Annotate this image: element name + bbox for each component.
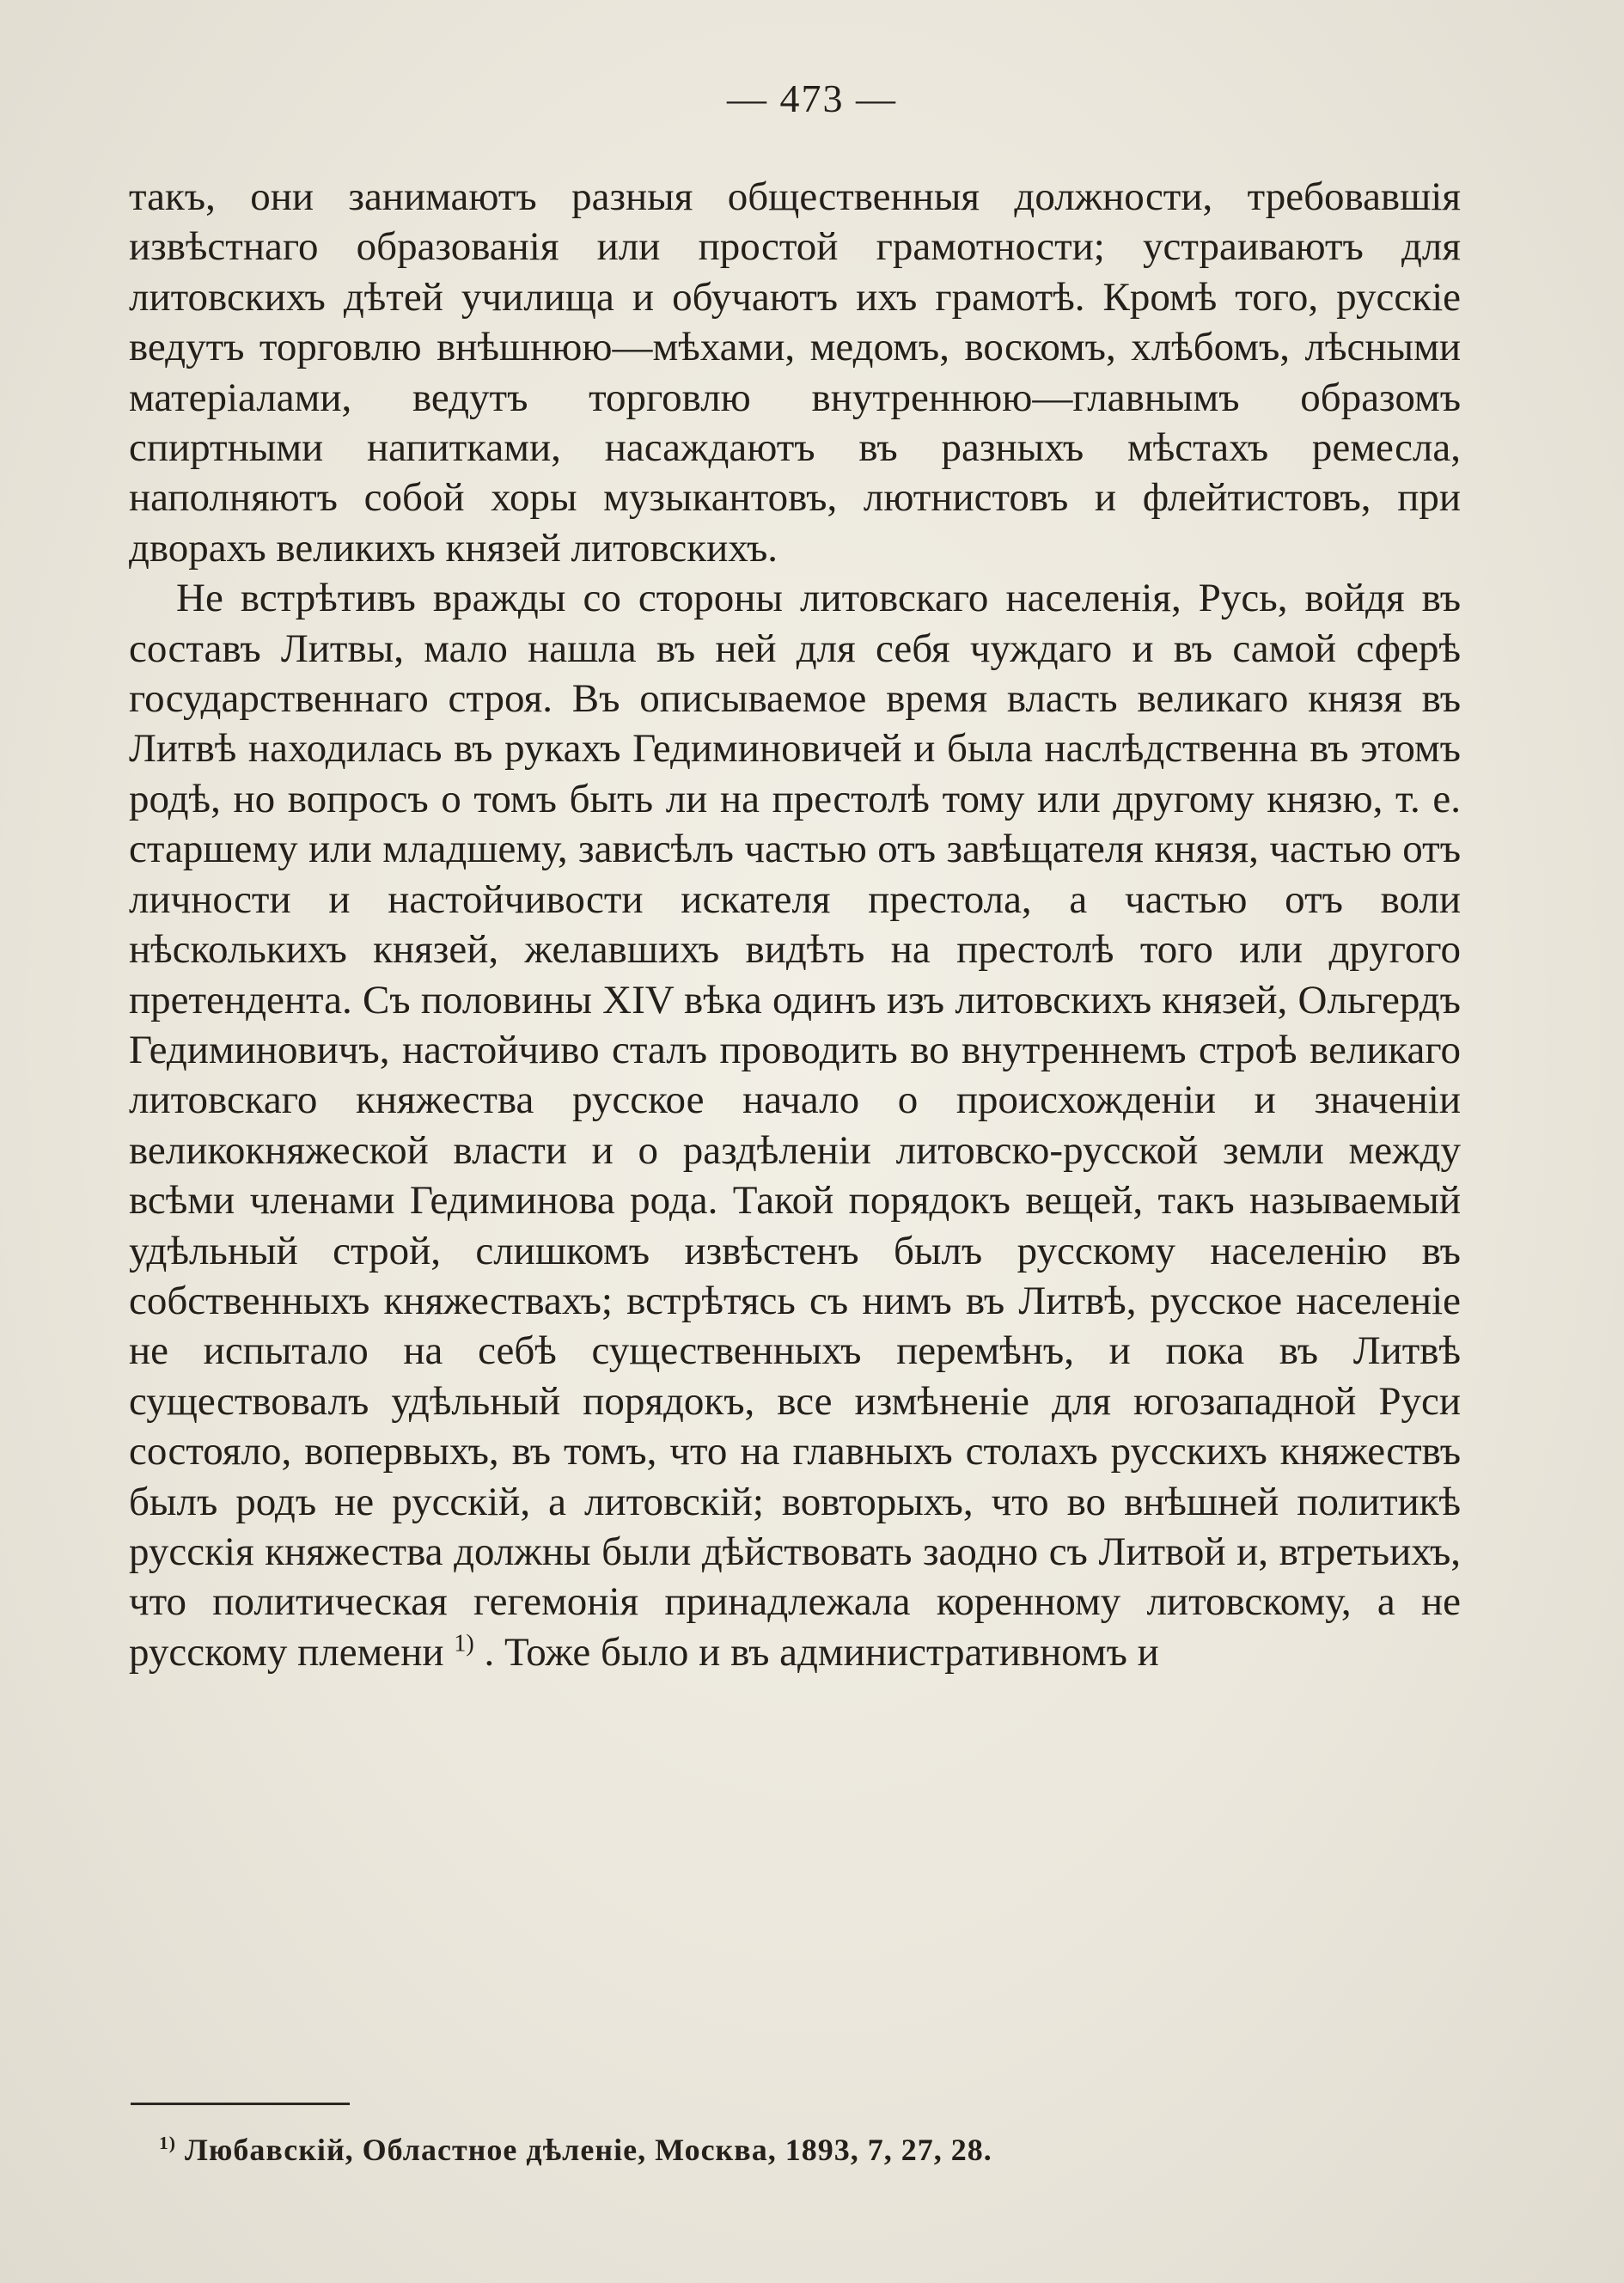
paragraph — [129, 573, 1461, 1677]
paragraph-text-tail: . Тоже было и въ административномъ и — [484, 1629, 1159, 1675]
footnote-divider — [131, 2103, 350, 2105]
page-number: — 473 — — [727, 76, 897, 120]
paragraph-text: Не встрѣтивъ вражды со стороны литовскаго населенія, Русь, войдя въ составъ Литвы, мало нашла въ ней для себя чуждаго и въ самой сферѣ государственнаго строя. Въ описываемое время власть великаго князя въ Литвѣ находилась въ рукахъ Гедиминовичей и была наслѣдственна въ этомъ родѣ, но вопросъ о томъ быть ли на престолѣ тому или другому князю, т. е. старшему или младшему, зависѣлъ частью отъ завѣщателя князя, частью отъ личности и настойчивости искателя престола, а частью отъ воли нѣсколькихъ князей, желавшихъ видѣть на престолѣ того или другого претендента. Съ половины XIV вѣка одинъ изъ литовскихъ князей, Ольгердъ Гедиминовичъ, настойчиво сталъ проводить во внутреннемъ строѣ великаго литовскаго княжества русское начало о происхожденіи и значеніи великокняжеской власти и о раздѣленіи литовско-русской земли между всѣми членами Гедиминова рода. Такой порядокъ вещей, такъ называемый удѣльный строй, слишкомъ извѣстенъ былъ русскому населенію въ собственныхъ княжествахъ; встрѣтясь съ нимъ въ Литвѣ, русское населеніе не испытало на себѣ существенныхъ перемѣнъ, и пока въ Литвѣ существовалъ удѣльный порядокъ, все измѣненіе для югозападной Руси состояло, вопервыхъ, въ томъ, что на главныхъ столахъ русскихъ княжествъ былъ родъ не русскій, а литовскій; вовторыхъ, что во внѣшней политикѣ русскія княжества должны были дѣйствовать заодно съ Литвой и, втретьихъ, что политическая гегемонія принадлежала коренному литовскому, а не русскому племени — [129, 576, 1461, 1675]
paragraph — [129, 172, 1461, 573]
paragraph-text: такъ, они занимаютъ разныя общественныя должности, требовавшія извѣстнаго образованія или простой грамотности; устраиваютъ для литовскихъ дѣтей училища и обучаютъ ихъ грамотѣ. Кромѣ того, русскіе ведутъ торговлю внѣшнюю—мѣхами, медомъ, воскомъ, хлѣбомъ, лѣсными матеріалами, ведутъ торговлю внутреннюю—главнымъ образомъ спиртными напитками, насаждаютъ въ разныхъ мѣстахъ ремесла, наполняютъ собой хоры музыкантовъ, лютнистовъ и флейтистовъ, при дворахъ великихъ князей литовскихъ. — [129, 174, 1461, 571]
footnote-marker: 1) — [159, 2133, 176, 2153]
footnote-reference[interactable]: 1) — [454, 1630, 474, 1657]
footnote — [159, 2129, 1448, 2170]
footnote-text: Любавскій, Областное дѣленіе, Москва, 1893, 7, 27, 28. — [176, 2133, 992, 2167]
body-text — [129, 172, 1461, 1677]
